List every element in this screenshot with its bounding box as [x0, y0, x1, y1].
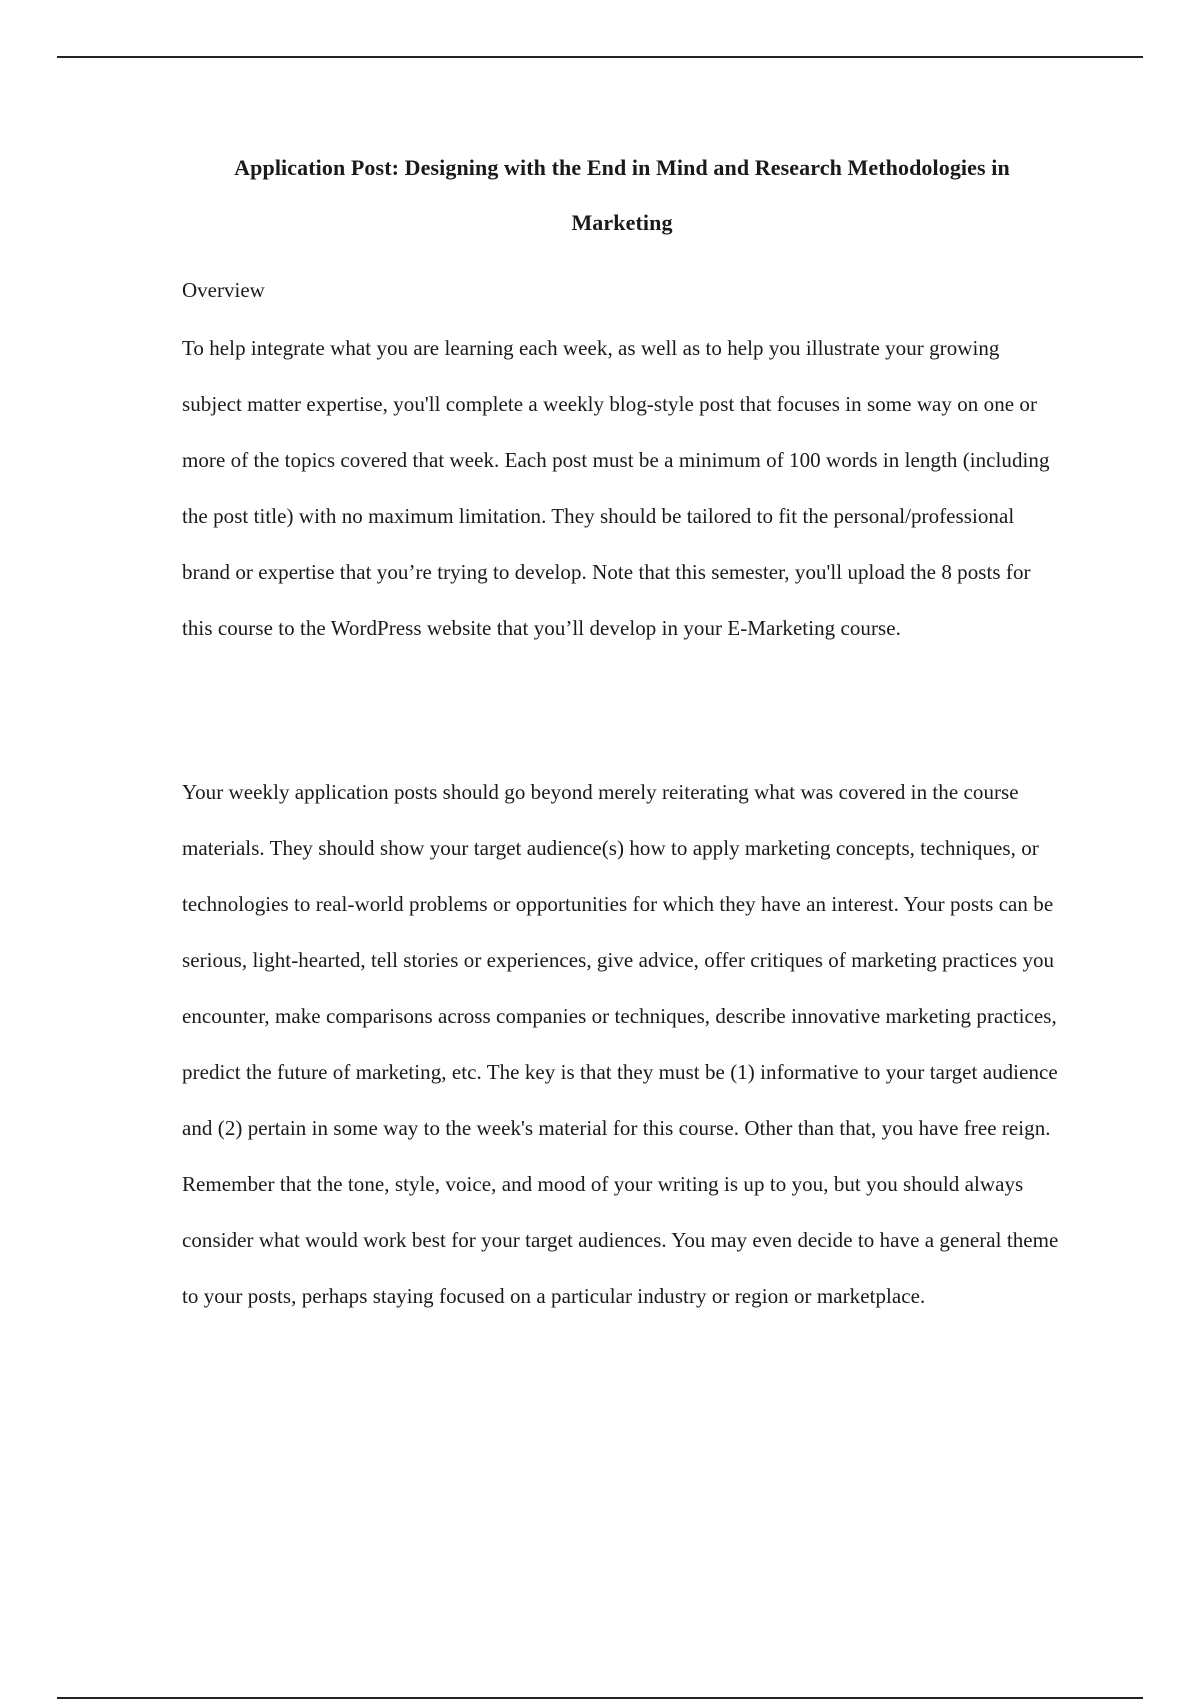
- bottom-rule: [57, 1697, 1143, 1699]
- section-heading-overview: Overview: [182, 278, 265, 302]
- paragraph-overview: To help integrate what you are learning each week, as well as to help you illustrate your growing subject matter expertise, you'll complete a weekly blog-style post that focuses in some way on one or more of the topics covered that week. Each post must be a minimum of 100 words in length (including the post title) with no maximum limitation. They should be tailored to fit the personal/professional brand or expertise that you’re trying to develop. Note that this semester, you'll upload the 8 posts for this course to the WordPress website that you’ll develop in your E-Marketing course.: [182, 336, 1050, 640]
- top-rule: [57, 56, 1143, 58]
- paragraph-application-posts: Your weekly application posts should go beyond merely reiterating what was covered in the course materials. They should show your target audience(s) how to apply marketing concepts, techniques, or technologies to real-world problems or opportunities for which they have an interest. Your posts can be serious, light-hearted, tell stories or experiences, give advice, offer critiques of marketing practices you encounter, make comparisons across companies or techniques, describe innovative marketing practices, predict the future of marketing, etc. The key is that they must be (1) informative to your target audience and (2) pertain in some way to the week's material for this course. Other than that, you have free reign. Remember that the tone, style, voice, and mood of your writing is up to you, but you should always consider what would work best for your target audiences. You may even decide to have a general theme to your posts, perhaps staying focused on a particular industry or region or marketplace.: [182, 780, 1059, 1308]
- document-title: Application Post: Designing with the End in Mind and Research Methodologies in Marketing: [234, 155, 1010, 235]
